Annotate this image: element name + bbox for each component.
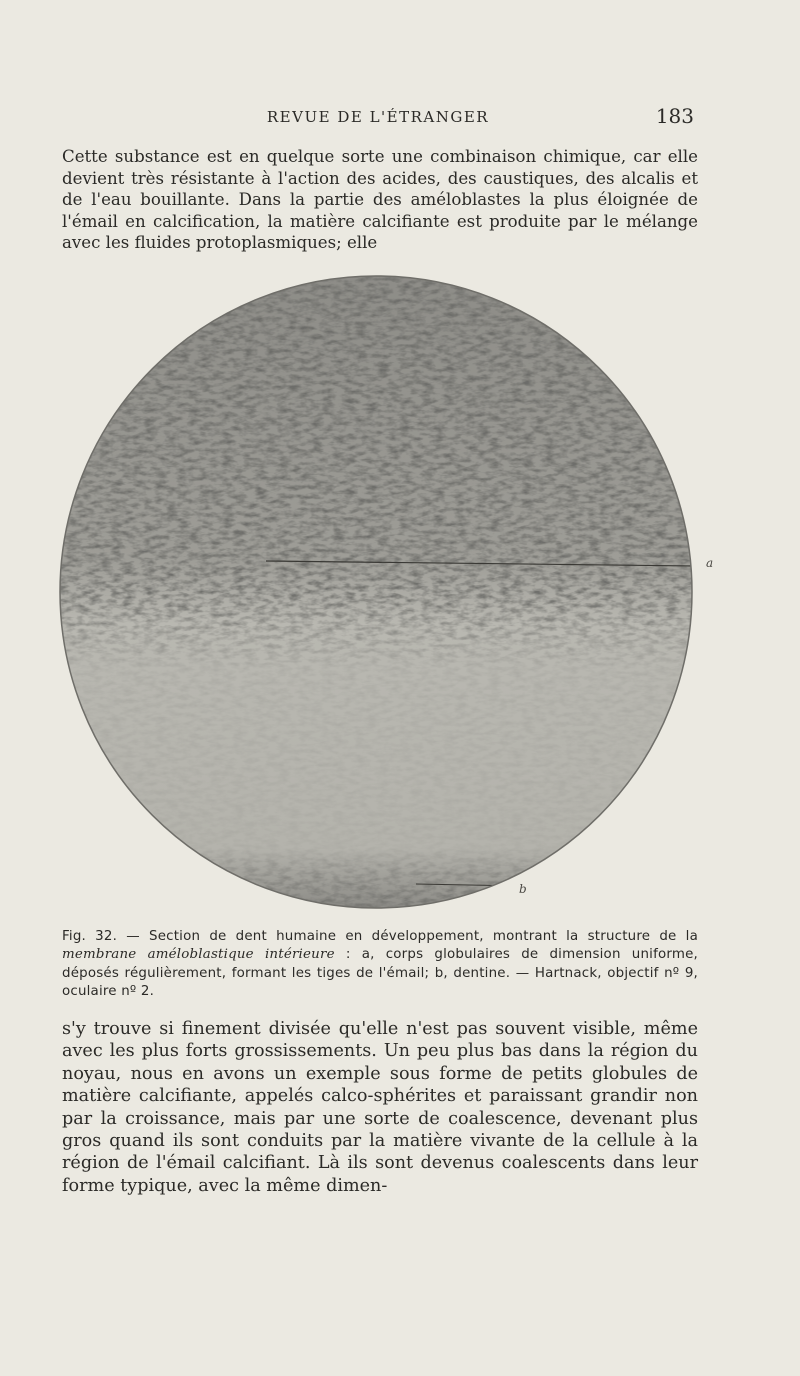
caption-prefix: Fig. 32. — Section de dent humaine en développement, montrant la structure de la xyxy=(62,929,698,944)
micrograph-image xyxy=(56,272,696,912)
page-number: 183 xyxy=(655,104,694,128)
figure-label-b: b xyxy=(519,882,527,896)
paragraph-bottom: s'y trouve si finement divisée qu'elle n'est pas souvent visible, même avec les plus forts grossissements. Un peu plus bas dans la région du noyau, nous en avons un exemple sous forme de petits globules de matière calcifiante, appelés calco-sphérites et paraissant grandir non par la croissance, mais par une sorte de coalescence, devenant plus gros quand ils sont conduits par la matière vivante de la cellule à la région de l'émail calcifiant. Là ils sont devenus coalescents dans leur forme typique, avec la même dimen- xyxy=(62,1019,698,1196)
paragraph-top: Cette substance est en quelque sorte une combinaison chimique, car elle devient très résistante à l'action des acides, des caustiques, des alcalis et de l'eau bouillante. Dans la partie des améloblastes la plus éloignée de l'émail en calcification, la matière calcifiante est produite par le mélange avec les fluides protoplasmiques; elle xyxy=(62,147,698,253)
page-header xyxy=(62,106,694,134)
figure-label-a: a xyxy=(706,556,714,570)
caption-suffix: : a, corps globulaires de dimension uniforme, déposés régulièrement, formant les tiges de l'émail; b, dentine. — Hartnack, objectif nº 9, oculaire nº 2. xyxy=(62,947,698,1000)
running-title: REVUE DE L'ÉTRANGER xyxy=(266,108,490,126)
caption-italic: membrane améloblastique intérieure xyxy=(62,947,335,963)
figure-caption xyxy=(62,928,698,1002)
micrograph-figure xyxy=(56,272,696,912)
